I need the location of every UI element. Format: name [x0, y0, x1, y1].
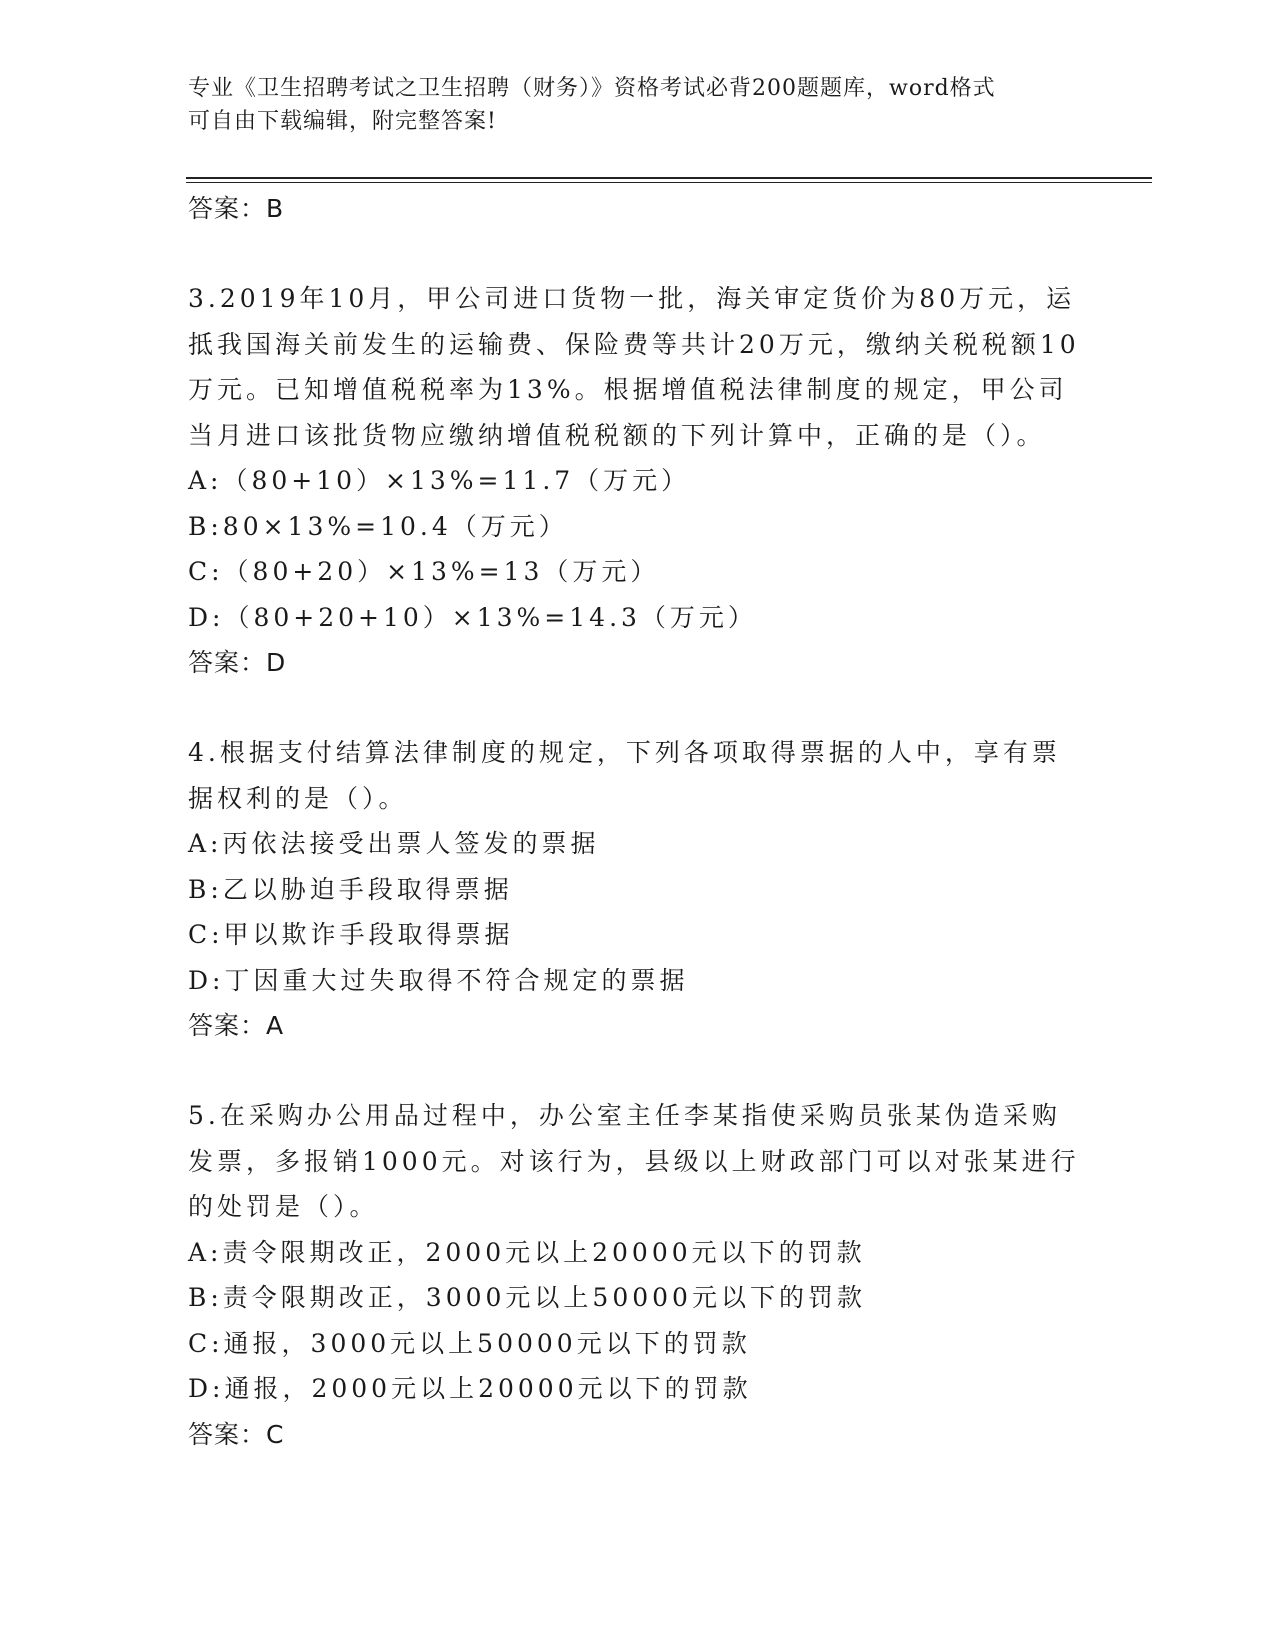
spacer [188, 1049, 1108, 1093]
question-text-line: 万元。已知增值税税率为13%。根据增值税法律制度的规定，甲公司 [188, 375, 1068, 404]
previous-answer: 答案：B [188, 194, 285, 223]
option-c: C:（80+20）×13%=13（万元） [188, 557, 660, 586]
option-b: B:责令限期改正，3000元以上50000元以下的罚款 [188, 1283, 866, 1312]
question-text-line: 抵我国海关前发生的运输费、保险费等共计20万元，缴纳关税税额10 [188, 329, 1080, 359]
header-title-line-1: 专业《卫生招聘考试之卫生招聘（财务）》资格考试必背200题题库，word格式 [188, 76, 996, 101]
option-c: C:通报，3000元以上50000元以下的罚款 [188, 1328, 751, 1358]
question-text-line: 3.2019年10月，甲公司进口货物一批，海关审定货价为80万元，运 [188, 284, 1076, 313]
option-a: A:丙依法接受出票人签发的票据 [188, 829, 600, 858]
header-rule-thick [186, 177, 1152, 179]
spacer [188, 232, 1108, 276]
option-d: D:（80+20+10）×13%=14.3（万元） [188, 602, 757, 632]
question-text-line: 4.根据支付结算法律制度的规定，下列各项取得票据的人中，享有票 [188, 738, 1061, 767]
question-text-line: 5.在采购办公用品过程中，办公室主任李某指使采购员张某伪造采购 [188, 1101, 1061, 1130]
option-b: B:乙以胁迫手段取得票据 [188, 874, 513, 904]
option-a: A:责令限期改正，2000元以上20000元以下的罚款 [188, 1237, 866, 1267]
spacer [188, 686, 1108, 730]
answer-line: 答案：A [188, 1011, 285, 1040]
question-text-line: 当月进口该批货物应缴纳增值税税额的下列计算中，正确的是（）。 [188, 420, 1046, 450]
answer-line: 答案：C [188, 1419, 285, 1449]
question-5 [188, 1093, 1108, 1458]
header-title-line-2: 可自由下载编辑，附完整答案! [188, 109, 497, 134]
question-text-line: 据权利的是（）。 [188, 783, 408, 813]
question-text-line: 的处罚是（）。 [188, 1192, 379, 1221]
header-rule-thin [186, 182, 1152, 183]
page-header [188, 72, 1088, 138]
option-b: B:80×13%=10.4（万元） [188, 511, 568, 541]
option-d: D:通报，2000元以上20000元以下的罚款 [188, 1374, 752, 1403]
document-body [188, 186, 1108, 1458]
question-4 [188, 730, 1108, 1049]
question-3 [188, 276, 1108, 686]
answer-line: 答案：D [188, 648, 287, 677]
question-text-line: 发票，多报销1000元。对该行为，县级以上财政部门可以对张某进行 [188, 1146, 1080, 1176]
option-a: A:（80+10）×13%=11.7（万元） [188, 466, 691, 495]
option-d: D:丁因重大过失取得不符合规定的票据 [188, 965, 689, 995]
option-c: C:甲以欺诈手段取得票据 [188, 920, 514, 949]
